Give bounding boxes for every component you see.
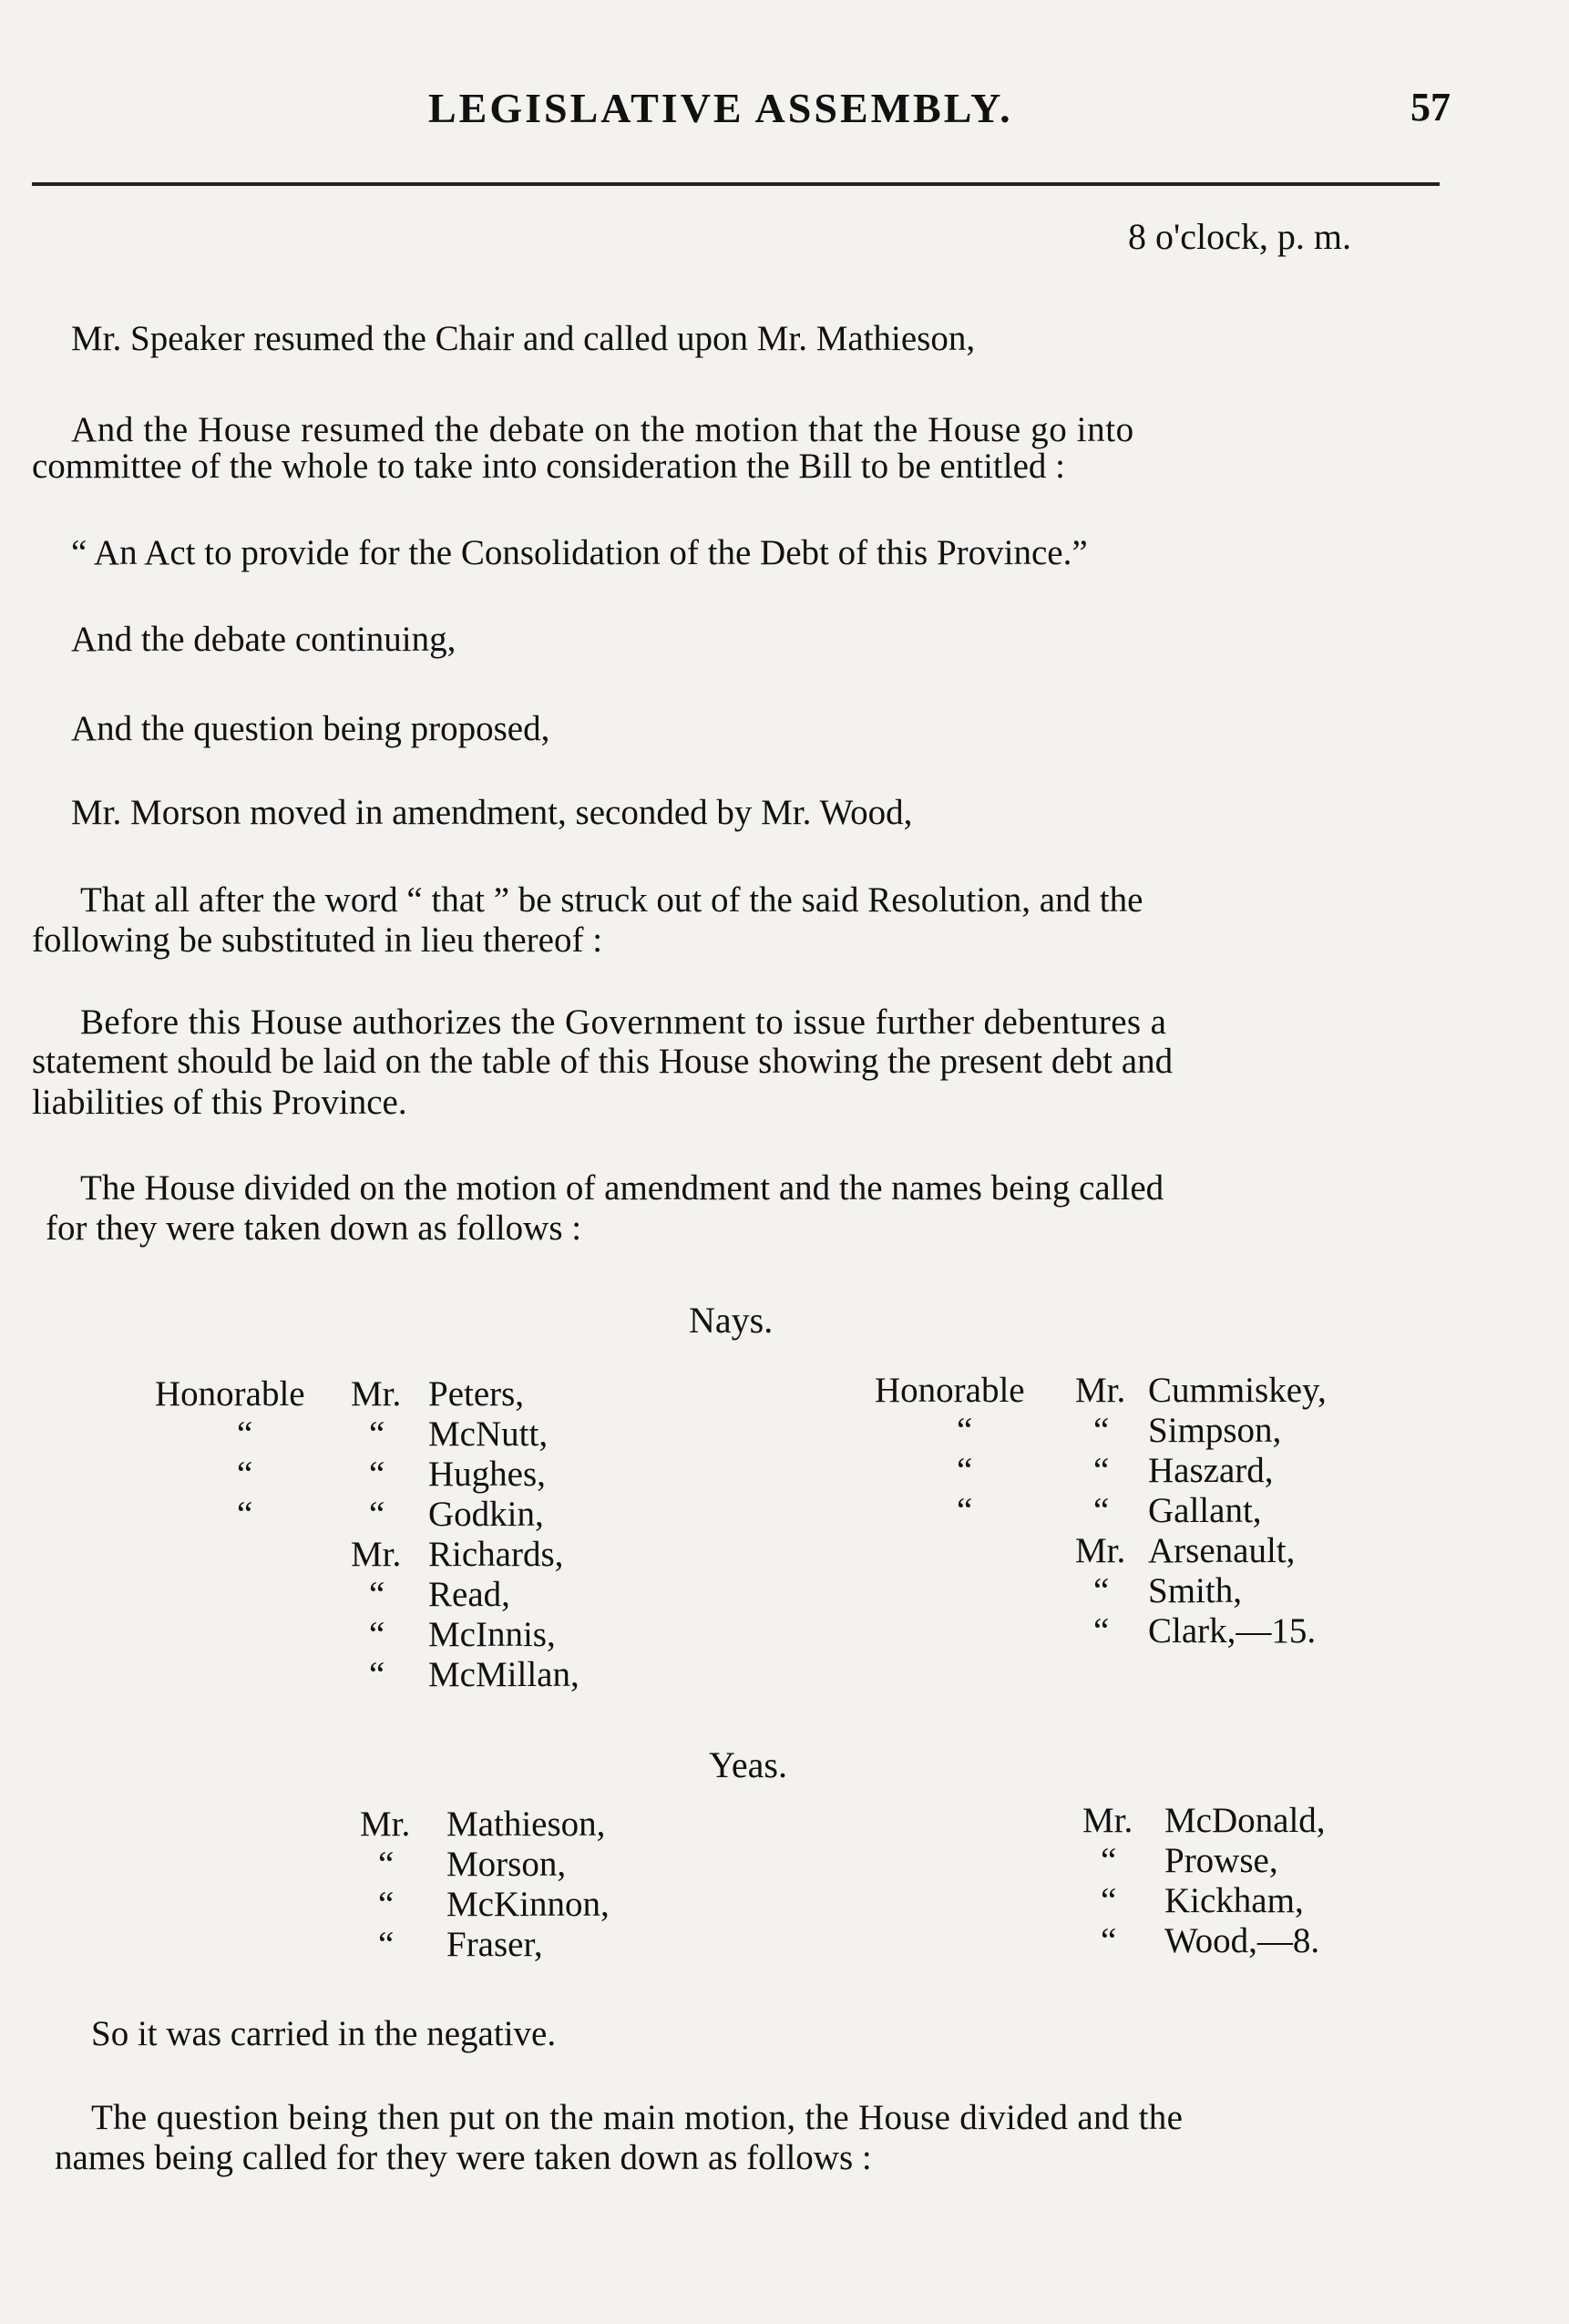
member-name: McInnis, [428,1615,556,1654]
time-stamp: 8 o'clock, p. m. [1128,216,1351,257]
member-name: Hughes, [428,1455,546,1494]
paragraph-division-line1: The House divided on the motion of amendment and the names being called [80,1168,1164,1208]
member-prefix: “ [1093,1411,1110,1450]
member-name: Godkin, [428,1495,544,1534]
paragraph-main-motion-line2: names being called for they were taken down as follows : [55,2138,872,2177]
member-prefix: “ [1101,1841,1117,1880]
member-name: McMillan, [428,1655,579,1694]
member-title: “ [237,1414,253,1454]
member-prefix: “ [1093,1451,1110,1490]
member-prefix: “ [369,1655,385,1694]
member-name: Cummiskey, [1148,1371,1327,1410]
member-prefix: “ [369,1414,385,1454]
member-prefix: “ [378,1885,395,1924]
member-name: Richards, [428,1535,564,1574]
vote-row [875,1531,1440,1571]
member-name: Haszard, [1148,1451,1274,1490]
nays-heading: Nays. [689,1300,774,1341]
member-prefix: Mr. [1082,1801,1133,1840]
vote-row [875,1371,1440,1411]
member-prefix: “ [369,1455,385,1494]
member-name: Wood,—8. [1164,1921,1320,1960]
paragraph-debate-line2: committee of the whole to take into consideration the Bill to be entitled : [32,447,1065,486]
paragraph-amendment-line1: That all after the word “ that ” be struck out of the said Resolution, and the [80,880,1143,920]
member-name: Gallant, [1148,1491,1262,1530]
member-name: Mathieson, [446,1805,606,1844]
member-name: Smith, [1148,1571,1242,1610]
member-title: “ [237,1495,253,1534]
paragraph-debate-line1: And the House resumed the debate on the motion that the House go into [71,410,1134,449]
vote-row [1082,1921,1465,1961]
member-name: Fraser, [446,1925,543,1964]
vote-row [1082,1801,1465,1841]
member-title: “ [237,1455,253,1494]
member-title: “ [957,1491,973,1530]
vote-row [875,1611,1440,1651]
vote-row [155,1414,747,1455]
yeas-heading: Yeas. [709,1744,787,1785]
member-title: “ [957,1411,973,1450]
member-name: Simpson, [1148,1411,1282,1450]
vote-row [875,1491,1440,1531]
paragraph-resolution-line3: liabilities of this Province. [32,1083,407,1122]
member-title: Honorable [875,1371,1025,1410]
paragraph-debate-continuing: And the debate continuing, [71,620,456,659]
paragraph-speaker: Mr. Speaker resumed the Chair and called upon Mr. Mathieson, [71,319,976,358]
member-prefix: “ [369,1575,385,1614]
member-prefix: Mr. [1075,1531,1126,1570]
page-number: 57 [1410,85,1451,129]
member-name: Arsenault, [1148,1531,1296,1570]
vote-row [360,1885,770,1925]
paragraph-amendment-moved: Mr. Morson moved in amendment, seconded by Mr. Wood, [71,793,913,832]
vote-row [1082,1841,1465,1881]
member-prefix: “ [369,1615,385,1654]
vote-row [155,1655,747,1695]
member-name: Peters, [428,1374,525,1414]
vote-row [155,1535,747,1575]
member-prefix: “ [1093,1611,1110,1650]
member-name: McKinnon, [446,1885,610,1924]
vote-row [155,1495,747,1535]
member-prefix: “ [369,1495,385,1534]
vote-row [360,1925,770,1965]
paragraph-amendment-line2: following be substituted in lieu thereof : [32,920,603,960]
vote-row [360,1805,770,1845]
vote-row [155,1374,747,1414]
nays-left-list [155,1374,747,1695]
vote-row [1082,1881,1465,1921]
vote-row [155,1455,747,1495]
vote-row [155,1615,747,1655]
header-rule [32,182,1440,186]
yeas-right-list [1082,1801,1465,1961]
paragraph-question-proposed: And the question being proposed, [71,709,550,748]
member-prefix: “ [378,1925,395,1964]
page-header-title: LEGISLATIVE ASSEMBLY. [428,85,1013,131]
paragraph-bill-title: “ An Act to provide for the Consolidation of the Debt of this Province.” [71,533,1088,572]
paragraph-resolution-line2: statement should be laid on the table of this House showing the present debt and [32,1042,1174,1081]
member-name: Read, [428,1575,510,1614]
paragraph-main-motion-line1: The question being then put on the main motion, the House divided and the [91,2098,1184,2137]
member-name: Prowse, [1164,1841,1278,1880]
vote-row [155,1575,747,1615]
paragraph-division-line2: for they were taken down as follows : [46,1208,582,1248]
member-name: McDonald, [1164,1801,1326,1840]
yeas-left-list [360,1805,770,1965]
member-prefix: Mr. [360,1805,411,1844]
member-prefix: “ [1101,1921,1117,1960]
member-prefix: “ [1093,1491,1110,1530]
paragraph-resolution-line1: Before this House authorizes the Government to issue further debentures a [80,1003,1167,1042]
member-title: Honorable [155,1374,305,1414]
member-name: Morson, [446,1845,567,1884]
member-name: Kickham, [1164,1881,1304,1920]
vote-row [875,1411,1440,1451]
member-prefix: Mr. [1075,1371,1126,1410]
member-title: “ [957,1451,973,1490]
vote-row [875,1571,1440,1611]
member-prefix: Mr. [351,1374,402,1414]
member-prefix: “ [1093,1571,1110,1610]
paragraph-negative-result: So it was carried in the negative. [91,2014,557,2053]
member-prefix: Mr. [351,1535,402,1574]
member-name: McNutt, [428,1414,549,1454]
nays-right-list [875,1371,1440,1651]
member-prefix: “ [378,1845,395,1884]
vote-row [875,1451,1440,1491]
member-name: Clark,—15. [1148,1611,1317,1650]
member-prefix: “ [1101,1881,1117,1920]
vote-row [360,1845,770,1885]
